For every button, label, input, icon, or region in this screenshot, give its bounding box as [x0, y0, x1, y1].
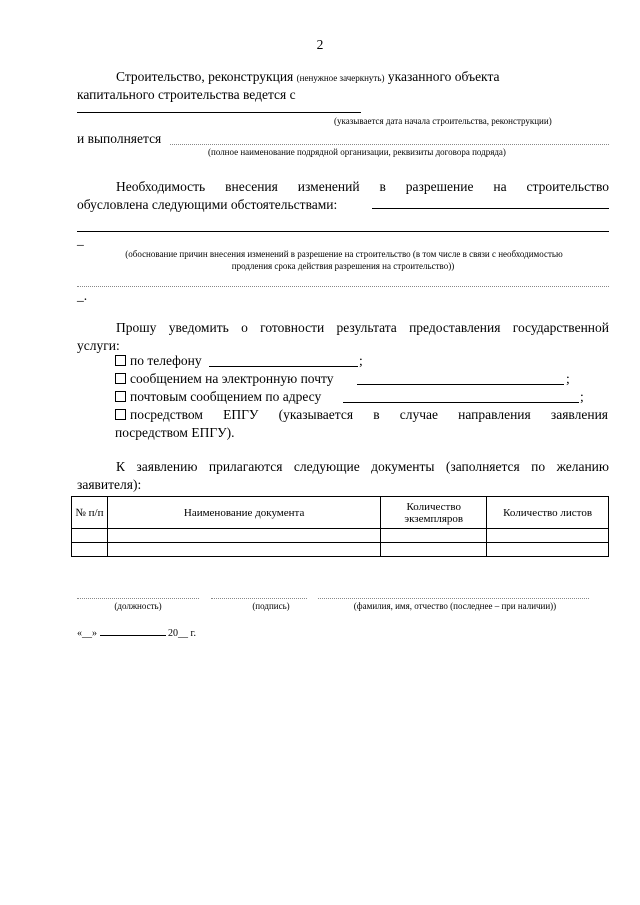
table-cell[interactable] — [381, 543, 487, 557]
post-end: ; — [580, 389, 584, 404]
construction-line-1 — [116, 68, 500, 86]
header-copies: Количество экземпляров — [381, 497, 487, 529]
header-sheets: Количество листов — [487, 497, 609, 529]
date-line — [77, 626, 196, 640]
epgu-checkbox[interactable] — [115, 409, 126, 420]
circumstances-field-2[interactable] — [77, 231, 609, 232]
option-email[interactable] — [115, 370, 333, 388]
signature-field[interactable] — [211, 598, 307, 599]
phone-end: ; — [359, 353, 363, 368]
option-phone-label: по телефону — [130, 353, 202, 368]
circumstances-end-mark: _. — [77, 288, 88, 303]
option-post[interactable] — [115, 388, 321, 406]
date-month-field[interactable] — [100, 626, 166, 636]
circumstances-dash: _ — [77, 232, 84, 247]
email-end: ; — [566, 371, 570, 386]
header-doc-name: Наименование документа — [107, 497, 380, 529]
table-cell[interactable] — [107, 529, 380, 543]
attachments-line-2: заявителя): — [77, 477, 142, 492]
construction-text-a: Строительство, реконструкция — [116, 69, 297, 84]
changes-line-2: обусловлена следующими обстоятельствами: — [77, 197, 338, 212]
phone-checkbox[interactable] — [115, 355, 126, 366]
notify-line-1: Прошу уведомить о готовности результата предоставления государственной — [116, 320, 609, 335]
notify-line-2: услуги: — [77, 338, 120, 353]
attachments-line-1: К заявлению прилагаются следующие документы (заполняется по желанию — [116, 459, 609, 474]
contractor-hint: (полное наименование подрядной организации, реквизиты договора подряда) — [208, 147, 506, 157]
start-date-hint: (указывается дата начала строительства, реконструкции) — [334, 116, 552, 126]
email-checkbox[interactable] — [115, 373, 126, 384]
header-number: № п/п — [72, 497, 108, 529]
table-row — [72, 529, 609, 543]
circumstances-hint-b: продления срока действия разрешения на строительство)) — [231, 261, 455, 271]
signature-label: (подпись) — [252, 601, 290, 611]
circumstances-field-1[interactable] — [372, 208, 609, 209]
changes-line-1: Необходимость внесения изменений в разрешение на строительство — [116, 179, 609, 194]
contractor-field[interactable] — [170, 144, 609, 145]
construction-line-2: капитального строительства ведется с — [77, 87, 296, 102]
table-cell[interactable] — [381, 529, 487, 543]
option-phone[interactable] — [115, 352, 202, 370]
option-epgu-label-2: посредством ЕПГУ). — [115, 425, 235, 440]
phone-field[interactable] — [209, 366, 358, 367]
construction-text-b: указанного объекта — [384, 69, 500, 84]
circumstances-hint-a: (обоснование причин внесения изменений в разрешение на строительство (в том числе в связи с необходимостью — [125, 249, 563, 259]
start-date-field[interactable] — [77, 112, 361, 113]
email-field[interactable] — [357, 384, 564, 385]
circumstances-field-3[interactable] — [77, 286, 609, 287]
table-cell[interactable] — [72, 543, 108, 557]
option-email-label: сообщением на электронную почту — [130, 371, 334, 386]
table-cell[interactable] — [487, 529, 609, 543]
position-field[interactable] — [77, 598, 199, 599]
fullname-field[interactable] — [318, 598, 589, 599]
option-post-label: почтовым сообщением по адресу — [130, 389, 322, 404]
cross-out-hint: (ненужное зачеркнуть) — [296, 73, 385, 83]
post-checkbox[interactable] — [115, 391, 126, 402]
table-cell[interactable] — [107, 543, 380, 557]
date-year: 20__ г. — [168, 628, 196, 639]
option-epgu-label-1: посредством ЕПГУ (указывается в случае направления заявления — [130, 407, 608, 422]
table-header-row — [72, 497, 609, 529]
post-address-field[interactable] — [343, 402, 579, 403]
position-label: (должность) — [114, 601, 162, 611]
performed-label: и выполняется — [77, 131, 162, 146]
table-cell[interactable] — [487, 543, 609, 557]
page-number: 2 — [316, 37, 324, 52]
table-cell[interactable] — [72, 529, 108, 543]
fullname-label: (фамилия, имя, отчество (последнее – при наличии)) — [353, 601, 557, 611]
date-day: «__» — [77, 628, 97, 639]
documents-table — [71, 496, 609, 557]
option-epgu[interactable] — [115, 406, 609, 424]
table-row — [72, 543, 609, 557]
